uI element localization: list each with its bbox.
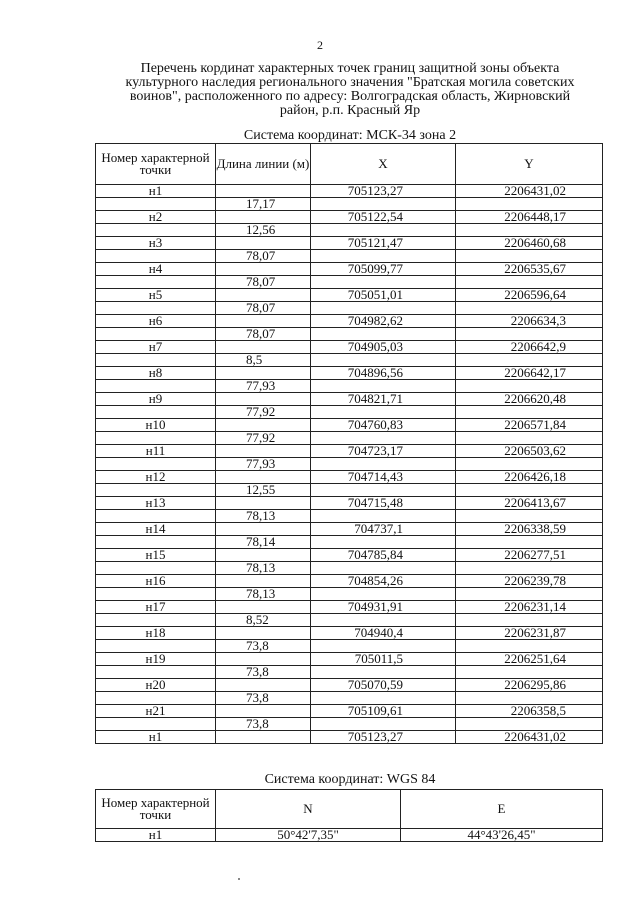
cell-point: н2 [96,211,216,224]
table-row [96,419,603,432]
cell-point: н11 [96,445,216,458]
cell-y: 2206239,78 [456,575,603,588]
table-header-row [96,144,603,185]
document-title [100,62,600,118]
cell-point: н8 [96,367,216,380]
cell-x: 705122,54 [311,211,456,224]
cell-length: 78,13 [216,510,311,523]
table-row [96,471,603,484]
cell-y: 2206251,64 [456,653,603,666]
table-row [96,445,603,458]
cell-x: 704982,62 [311,315,456,328]
cell-y: 2206413,67 [456,497,603,510]
cell-length: 77,93 [216,458,311,471]
cell-length: 12,56 [216,224,311,237]
cell-point: н13 [96,497,216,510]
cell-point: н15 [96,549,216,562]
cell-y: 2206596,64 [456,289,603,302]
cell-point: н10 [96,419,216,432]
cell-length: 77,92 [216,432,311,445]
table-row [96,523,603,536]
page-number: 2 [317,38,323,52]
header-n: N [216,790,401,829]
cell-y: 2206642,17 [456,367,603,380]
cell-y: 2206426,18 [456,471,603,484]
cell-y: 2206642,9 [456,341,603,354]
table-row [96,575,603,588]
cell-x: 705123,27 [311,731,456,744]
cell-x: 704737,1 [311,523,456,536]
cell-point: н16 [96,575,216,588]
cell-x: 704714,43 [311,471,456,484]
cell-length: 78,14 [216,536,311,549]
table-row [96,237,603,250]
cell-x: 705109,61 [311,705,456,718]
cell-x: 704723,17 [311,445,456,458]
cell-x: 704760,83 [311,419,456,432]
cell-x: 704821,71 [311,393,456,406]
cell-x: 704905,03 [311,341,456,354]
cell-x: 705121,47 [311,237,456,250]
cell-y: 2206277,51 [456,549,603,562]
cell-x: 704940,4 [311,627,456,640]
cell-length: 73,8 [216,640,311,653]
table-header-row [96,790,603,829]
cell-point: н6 [96,315,216,328]
title-line: культурного наследия регионального значения "Братская могила советских [125,75,575,90]
header-y: Y [456,144,603,185]
cell-length: 78,07 [216,276,311,289]
cell-x: 705070,59 [311,679,456,692]
cell-point: н3 [96,237,216,250]
cell-y: 2206634,3 [456,315,603,328]
table-row [96,289,603,302]
cell-x: 704896,56 [311,367,456,380]
msk-caption: Система координат: МСК-34 зона 2 [243,128,457,143]
table-row [96,315,603,328]
cell-length: 77,92 [216,406,311,419]
cell-y: 2206571,84 [456,419,603,432]
header-x: X [311,144,456,185]
cell-point: н14 [96,523,216,536]
table-row [96,829,603,842]
table-row [96,731,603,744]
msk-table-body [96,185,603,744]
table-row [96,263,603,276]
cell-length: 78,13 [216,562,311,575]
cell-y: 2206231,87 [456,627,603,640]
table-row [96,653,603,666]
cell-point: н4 [96,263,216,276]
cell-length: 12,55 [216,484,311,497]
cell-point: н1 [96,185,216,198]
header-point: Номер характерной точки [96,144,216,185]
cell-x: 705123,27 [311,185,456,198]
cell-point: н19 [96,653,216,666]
title-line: Перечень кординат характерных точек границ защитной зоны объекта [140,61,560,76]
cell-length: 8,52 [216,614,311,627]
table-row [96,549,603,562]
cell-e: 44°43'26,45" [401,829,603,842]
cell-y: 2206431,02 [456,731,603,744]
cell-length: 77,93 [216,380,311,393]
cell-y: 2206620,48 [456,393,603,406]
cell-y: 2206535,67 [456,263,603,276]
title-line: воинов", расположенного по адресу: Волгоградская область, Жирновский [129,89,571,104]
table-row [96,211,603,224]
table-row [96,601,603,614]
cell-length: 73,8 [216,666,311,679]
cell-point: н5 [96,289,216,302]
cell-point: н20 [96,679,216,692]
cell-point: н9 [96,393,216,406]
cell-length: 8,5 [216,354,311,367]
cell-length: 17,17 [216,198,311,211]
cell-x: 705011,5 [311,653,456,666]
cell-point: н12 [96,471,216,484]
cell-length: 78,07 [216,250,311,263]
cell-point: н1 [96,829,216,842]
cell-y: 2206295,86 [456,679,603,692]
msk-coordinates-table [95,143,603,744]
table-row [96,679,603,692]
cell-length: 73,8 [216,692,311,705]
wgs-caption: Система координат: WGS 84 [264,772,436,787]
cell-length: 73,8 [216,718,311,731]
cell-point: н7 [96,341,216,354]
cell-y: 2206358,5 [456,705,603,718]
header-length: Длина линии (м) [216,144,311,185]
cell-x: 704854,26 [311,575,456,588]
table-row [96,367,603,380]
cell-length [216,341,311,354]
cell-x: 705051,01 [311,289,456,302]
cell-point: н17 [96,601,216,614]
cell-y: 2206431,02 [456,185,603,198]
table-row [96,185,603,198]
table-row [96,341,603,354]
table-row [96,705,603,718]
cell-point: н21 [96,705,216,718]
cell-x: 704931,91 [311,601,456,614]
cell-y: 2206338,59 [456,523,603,536]
header-e: E [401,790,603,829]
cell-y: 2206503,62 [456,445,603,458]
wgs-table-body [96,829,603,842]
table-row [96,627,603,640]
scan-speck [238,878,240,880]
cell-point: н1 [96,731,216,744]
title-line: район, р.п. Красный Яр [279,103,421,118]
cell-y: 2206448,17 [456,211,603,224]
wgs-coordinates-table [95,789,603,842]
cell-length: 78,13 [216,588,311,601]
table-row [96,393,603,406]
cell-x: 704715,48 [311,497,456,510]
cell-x: 704785,84 [311,549,456,562]
cell-point: н18 [96,627,216,640]
header-point: Номер характерной точки [96,790,216,829]
cell-y: 2206460,68 [456,237,603,250]
cell-x: 705099,77 [311,263,456,276]
table-row [96,497,603,510]
cell-length: 78,07 [216,302,311,315]
cell-length: 78,07 [216,328,311,341]
cell-n: 50°42'7,35" [216,829,401,842]
cell-length [216,731,311,744]
cell-y: 2206231,14 [456,601,603,614]
